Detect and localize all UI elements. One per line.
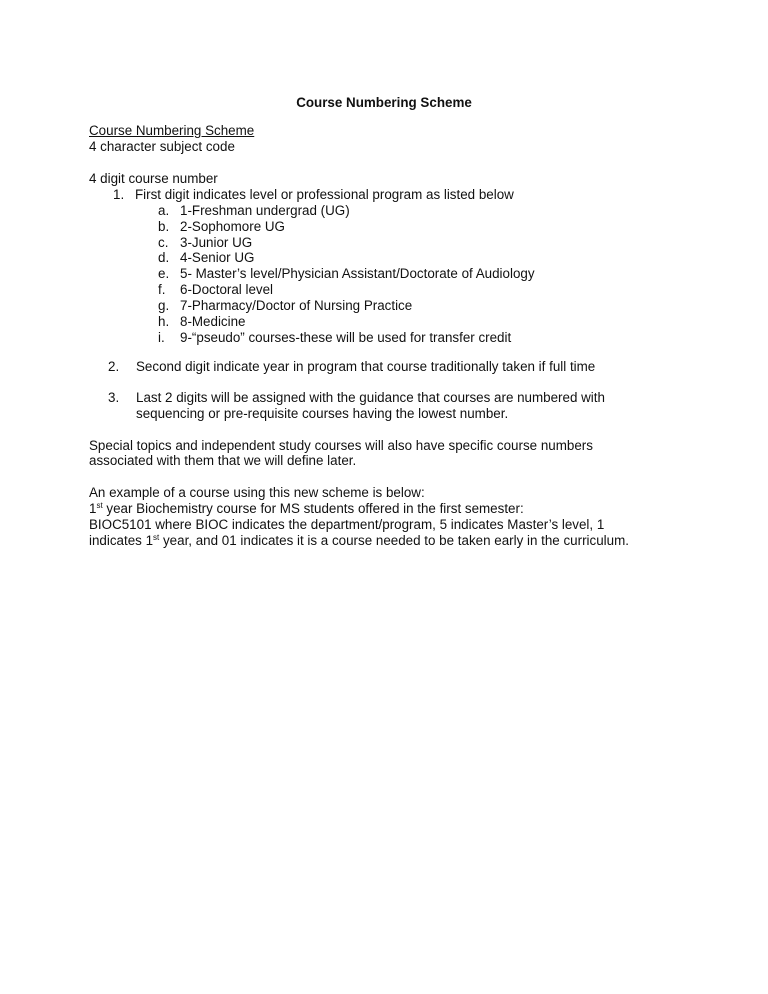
example-text: year, and 01 indicates it is a course needed to be taken early in the curriculum.: [159, 533, 629, 548]
list-marker: 1.: [113, 187, 125, 202]
list-item-text-continued: sequencing or pre-requisite courses having the lowest number.: [136, 406, 509, 421]
list-item-text: 8-Medicine: [180, 314, 246, 329]
special-topics-line: Special topics and independent study courses will also have specific course numbers: [89, 438, 593, 453]
list-item-text: First digit indicates level or professional program as listed below: [135, 187, 514, 202]
ordinal-suffix: st: [96, 501, 103, 510]
list-marker: e.: [158, 266, 170, 281]
example-text: indicates 1: [89, 533, 154, 548]
section-heading: Course Numbering Scheme: [89, 123, 255, 138]
list-item-text: 2-Sophomore UG: [180, 219, 285, 234]
list-marker: c.: [158, 235, 169, 250]
list-item-text: 9-“pseudo” courses-these will be used for transfer credit: [180, 330, 512, 345]
list-marker: a.: [158, 203, 170, 218]
example-intro: An example of a course using this new scheme is below:: [89, 485, 425, 500]
list-marker: i.: [158, 330, 165, 345]
list-marker: h.: [158, 314, 170, 329]
list-marker: b.: [158, 219, 170, 234]
list-item-text: Second digit indicate year in program that course traditionally taken if full time: [136, 359, 596, 374]
list-item-text: 7-Pharmacy/Doctor of Nursing Practice: [180, 298, 413, 313]
ordinal-suffix: st: [153, 533, 160, 542]
document-title: Course Numbering Scheme: [296, 95, 472, 110]
list-item-text: 5- Master’s level/Physician Assistant/Doctorate of Audiology: [180, 266, 535, 281]
special-topics-line: associated with them that we will define later.: [89, 453, 357, 468]
list-marker: g.: [158, 298, 170, 313]
list-marker: f.: [158, 282, 166, 297]
list-item-text: Last 2 digits will be assigned with the guidance that courses are numbered with: [136, 390, 605, 405]
example-line: BIOC5101 where BIOC indicates the department/program, 5 indicates Master’s level, 1: [89, 517, 605, 532]
list-item-text: 6-Doctoral level: [180, 282, 274, 297]
list-marker: d.: [158, 250, 170, 265]
subject-code-text: 4 character subject code: [89, 139, 235, 154]
list-item-text: 3-Junior UG: [180, 235, 253, 250]
ordinal-number: 1: [89, 501, 97, 516]
example-text: year Biochemistry course for MS students offered in the first semester:: [102, 501, 524, 516]
example-line: [89, 533, 629, 549]
example-line: [89, 501, 524, 517]
list-item-text: 1-Freshman undergrad (UG): [180, 203, 350, 218]
list-marker: 2.: [108, 359, 120, 374]
list-marker: 3.: [108, 390, 120, 405]
list-item-text: 4-Senior UG: [180, 250, 255, 265]
course-number-heading: 4 digit course number: [89, 171, 218, 186]
